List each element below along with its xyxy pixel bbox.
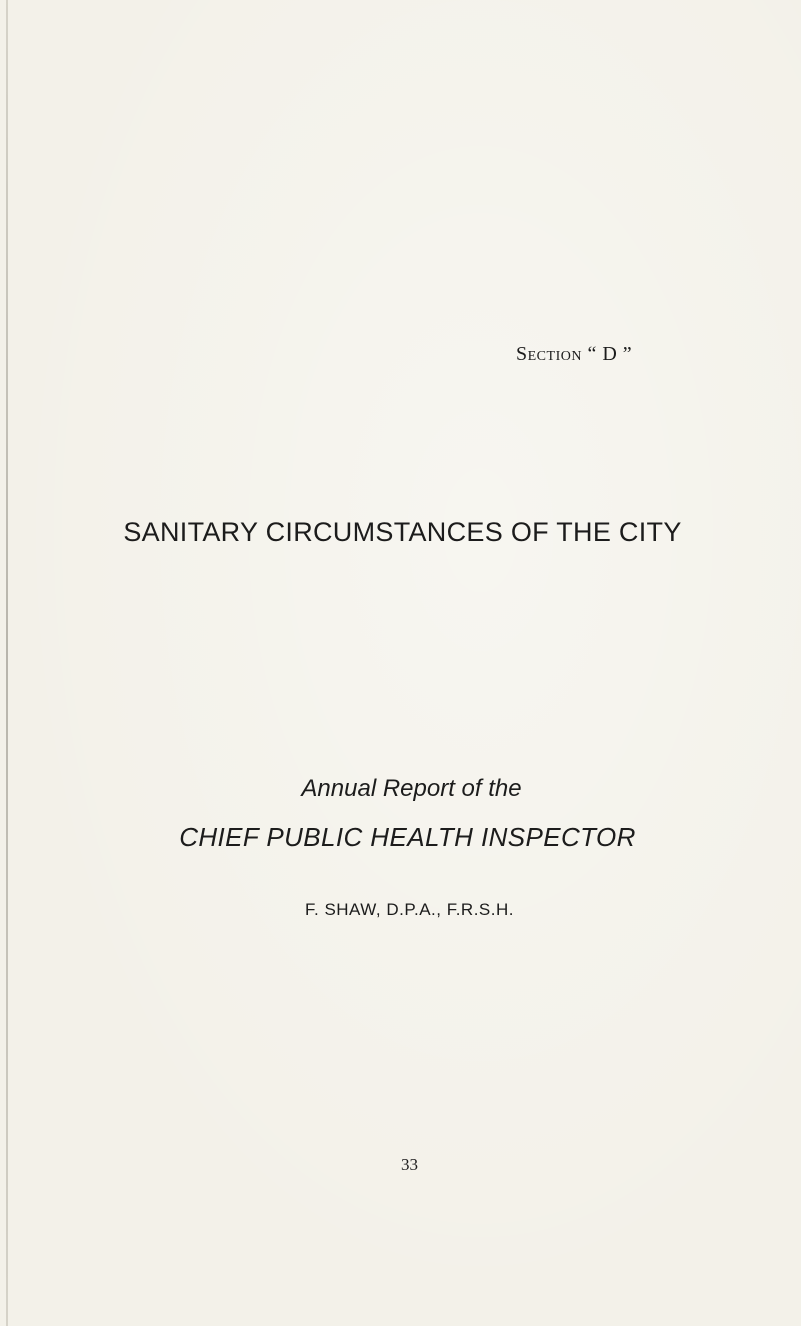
report-subtitle: Annual Report of the bbox=[301, 775, 522, 802]
page-title: SANITARY CIRCUMSTANCES OF THE CITY bbox=[123, 517, 682, 547]
inspector-title: CHIEF PUBLIC HEALTH INSPECTOR bbox=[179, 822, 636, 852]
page-binding-edge bbox=[6, 0, 8, 1326]
author-name: F. SHAW, D.P.A., F.R.S.H. bbox=[305, 900, 514, 919]
page-number: 33 bbox=[401, 1155, 418, 1174]
section-label: Section “ D ” bbox=[516, 343, 633, 365]
